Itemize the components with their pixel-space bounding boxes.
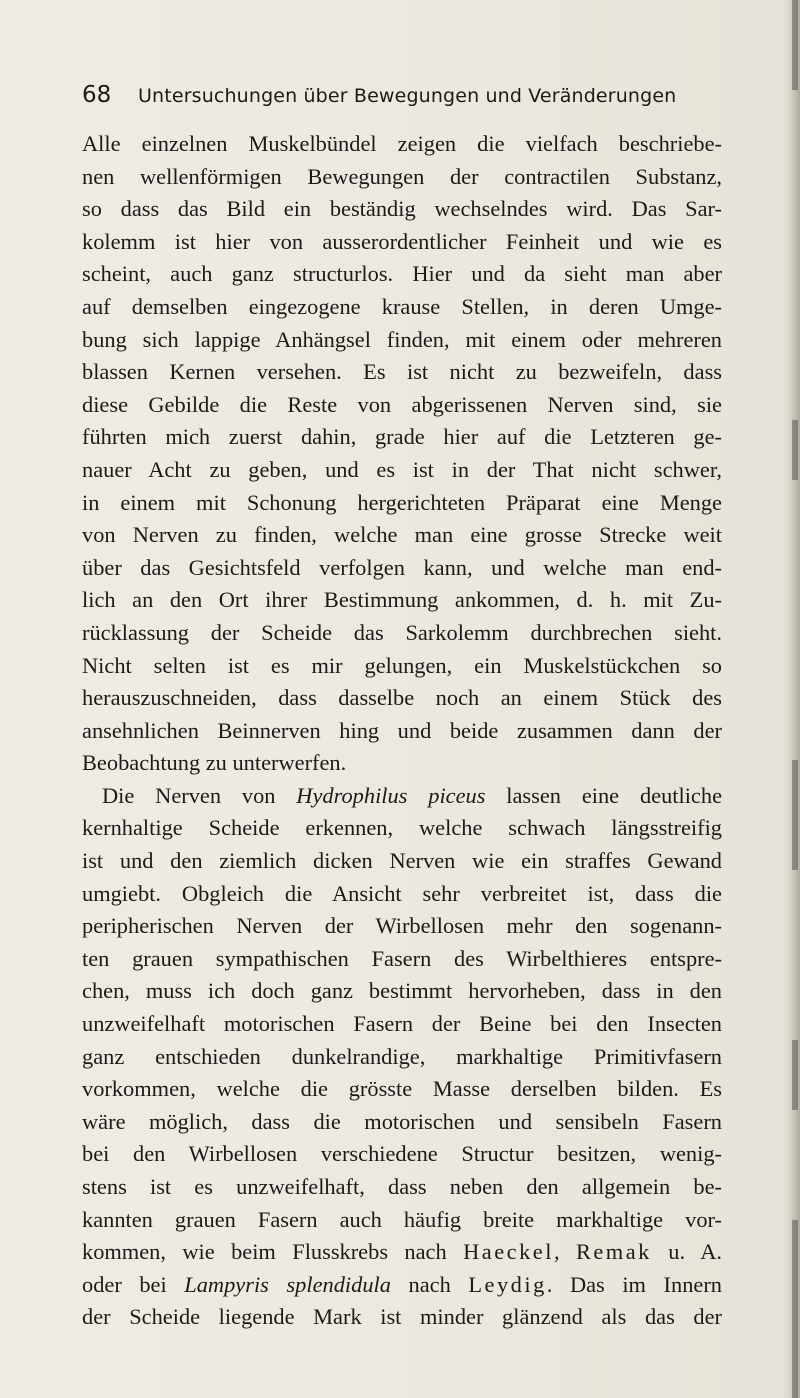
text-line xyxy=(82,1204,722,1237)
text-segment: herauszuschneiden, dass dasselbe noch an einem Stück des xyxy=(82,685,722,711)
text-segment: blassen Kernen versehen. Es ist nicht zu bezweifeln, dass xyxy=(82,359,722,385)
text-line xyxy=(82,356,722,389)
text-segment: ist und den ziemlich dicken Nerven wie ein straffes Gewand xyxy=(82,848,722,874)
text-line xyxy=(82,650,722,683)
text-line xyxy=(82,1041,722,1074)
text-segment: der Scheide liegende Mark ist minder glänzend als das der xyxy=(82,1304,722,1330)
page-header xyxy=(82,82,722,122)
text-segment: diese Gebilde die Reste von abgerissenen Nerven sind, sie xyxy=(82,391,722,417)
text-segment: rücklassung der Scheide das Sarkolemm durchbrechen sieht. xyxy=(82,619,722,645)
text-segment: lich an den Ort ihrer Bestimmung ankommen, d. h. mit Zu- xyxy=(82,587,722,613)
spaced-name: Leydig xyxy=(468,1271,547,1297)
text-segment: führten mich zuerst dahin, grade hier auf die Letzteren ge- xyxy=(82,424,722,450)
text-segment: ansehnlichen Beinnerven hing und beide zusammen dann der xyxy=(82,717,722,743)
edge-mark xyxy=(792,1220,798,1398)
text-segment: kommen, wie beim Flusskrebs nach xyxy=(82,1239,464,1265)
text-line xyxy=(82,519,722,552)
text-line xyxy=(82,1236,722,1269)
text-line xyxy=(82,780,722,813)
text-line xyxy=(82,584,722,617)
text-line xyxy=(82,878,722,911)
text-segment: peripherischen Nerven der Wirbellosen mehr den sogenann- xyxy=(82,913,722,939)
text-line xyxy=(82,910,722,943)
body-text xyxy=(82,128,722,1334)
italic-span: Hydrophilus piceus xyxy=(296,782,486,808)
text-line xyxy=(82,128,722,161)
text-segment: Die Nerven von xyxy=(102,782,297,808)
text-line xyxy=(82,682,722,715)
text-segment: stens ist es unzweifelhaft, dass neben den allgemein be- xyxy=(82,1174,722,1199)
text-segment: in einem mit Schonung hergerichteten Präparat eine Menge xyxy=(82,489,722,515)
text-segment: , xyxy=(553,1239,576,1265)
text-line xyxy=(82,845,722,878)
text-segment: Beobachtung zu unterwerfen. xyxy=(82,750,347,776)
text-segment: bei den Wirbellosen verschiedene Structur besitzen, wenig- xyxy=(82,1141,722,1167)
text-line xyxy=(82,1171,722,1204)
text-segment: über das Gesichtsfeld verfolgen kann, und welche man end- xyxy=(82,554,722,580)
edge-mark xyxy=(792,760,798,870)
text-segment: u. A. xyxy=(651,1239,722,1265)
text-line xyxy=(82,943,722,976)
text-line xyxy=(82,552,722,585)
text-segment: kolemm ist hier von ausserordentlicher Feinheit und wie es xyxy=(82,228,722,254)
italic-span: Lampyris splendidula xyxy=(184,1271,391,1297)
text-line xyxy=(82,1138,722,1171)
text-line xyxy=(82,617,722,650)
text-segment: ten grauen sympathischen Fasern des Wirbelthieres entspre- xyxy=(82,945,722,971)
text-line xyxy=(82,454,722,487)
text-segment: auf demselben eingezogene krause Stellen, in deren Umge- xyxy=(82,293,722,319)
edge-mark xyxy=(792,1040,798,1110)
text-line xyxy=(82,975,722,1008)
text-segment: Nicht selten ist es mir gelungen, ein Muskelstückchen so xyxy=(82,652,722,678)
edge-mark xyxy=(792,420,798,480)
text-line xyxy=(82,1106,722,1139)
text-segment: kannten grauen Fasern auch häufig breite markhaltige vor- xyxy=(82,1206,722,1232)
text-segment: nach xyxy=(390,1271,469,1297)
text-segment: ganz entschieden dunkelrandige, markhaltige Primitivfasern xyxy=(82,1043,722,1069)
page-edge-shadow xyxy=(782,0,800,1398)
text-segment: vorkommen, welche die grösste Masse derselben bilden. Es xyxy=(82,1076,722,1102)
text-segment: von Nerven zu finden, welche man eine grosse Strecke weit xyxy=(82,522,722,548)
text-segment: nen wellenförmigen Bewegungen der contractilen Substanz, xyxy=(82,163,722,189)
text-line xyxy=(82,389,722,422)
text-line xyxy=(82,193,722,226)
running-head: Untersuchungen über Bewegungen und Veränderungen xyxy=(138,85,677,107)
text-segment: . Das im Innern xyxy=(546,1271,722,1297)
text-line xyxy=(82,812,722,845)
text-segment: oder bei xyxy=(82,1271,185,1297)
text-line xyxy=(82,487,722,520)
text-line xyxy=(82,291,722,324)
edge-mark xyxy=(792,0,798,90)
text-line xyxy=(82,1301,722,1334)
text-segment: lassen eine deutliche xyxy=(485,782,723,808)
text-segment: bung sich lappige Anhängsel finden, mit einem oder mehreren xyxy=(82,326,722,352)
text-line xyxy=(82,258,722,291)
text-segment: chen, muss ich doch ganz bestimmt hervorheben, dass in den xyxy=(82,978,722,1004)
text-segment: wäre möglich, dass die motorischen und sensibeln Fasern xyxy=(82,1108,722,1134)
text-line xyxy=(82,226,722,259)
text-segment: Alle einzelnen Muskelbündel zeigen die vielfach beschriebe- xyxy=(82,131,722,156)
text-line xyxy=(82,421,722,454)
text-segment: scheint, auch ganz structurlos. Hier und da sieht man aber xyxy=(82,261,722,287)
text-segment: so dass das Bild ein beständig wechselndes wird. Das Sar- xyxy=(82,196,722,222)
text-line xyxy=(82,324,722,357)
page-number: 68 xyxy=(82,82,112,108)
text-segment: unzweifelhaft motorischen Fasern der Beine bei den Insecten xyxy=(82,1011,722,1037)
text-line xyxy=(82,1008,722,1041)
text-line xyxy=(82,161,722,194)
text-segment: umgiebt. Obgleich die Ansicht sehr verbreitet ist, dass die xyxy=(82,880,722,906)
text-line xyxy=(82,747,722,780)
text-line xyxy=(82,1269,722,1302)
text-line xyxy=(82,715,722,748)
text-line xyxy=(82,1073,722,1106)
text-segment: nauer Acht zu geben, und es ist in der That nicht schwer, xyxy=(82,456,722,482)
spaced-name: Haeckel xyxy=(463,1239,554,1265)
text-segment: kernhaltige Scheide erkennen, welche schwach längsstreifig xyxy=(82,815,722,841)
spaced-name: Remak xyxy=(575,1239,652,1265)
